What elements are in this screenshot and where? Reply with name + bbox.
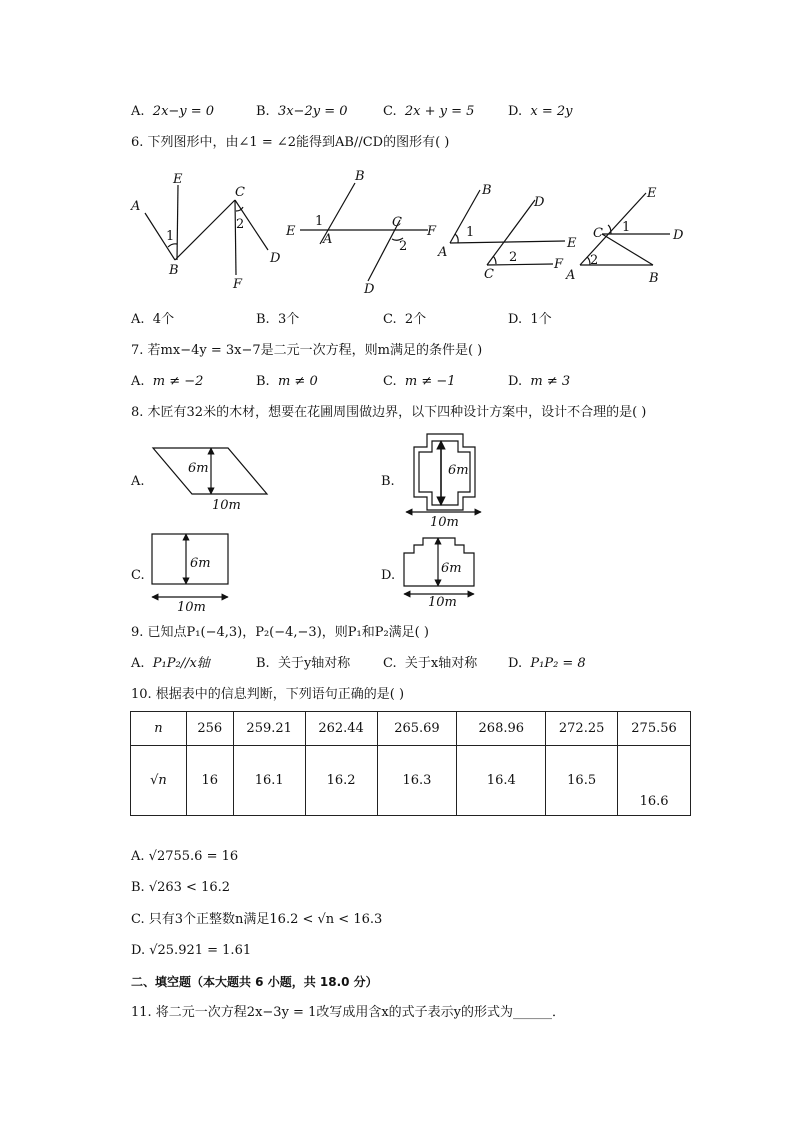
fig3-label-d: D — [534, 195, 545, 210]
table-cell: 16.4 — [457, 746, 546, 816]
q6-option-b: B. 3个 — [256, 312, 300, 327]
q6-option-d: D. 1个 — [508, 312, 552, 327]
fig3-label-a: A — [438, 245, 448, 260]
q8-label-b: B. — [381, 474, 395, 489]
q5-option-d: D. x = 2y — [508, 104, 573, 119]
table-cell: 16.2 — [305, 746, 377, 816]
fig1-label-a: A — [131, 199, 141, 214]
table-cell: 16.3 — [377, 746, 457, 816]
q8-label-d: D. — [381, 568, 396, 583]
fig4-angle-2: 2 — [590, 253, 599, 268]
q8b-width: 10m — [430, 515, 459, 530]
q8d-height: 6m — [441, 561, 462, 576]
fig4-label-b: B — [649, 271, 659, 286]
fig1-label-b: B — [169, 263, 179, 278]
q8c-width: 10m — [177, 600, 206, 615]
q5-option-b: B. 3x−2y = 0 — [256, 104, 348, 119]
table-cell: 268.96 — [457, 712, 546, 746]
table-cell: 259.21 — [233, 712, 305, 746]
table-cell: 16.1 — [233, 746, 305, 816]
fig4-label-c: C — [593, 226, 603, 241]
q8a-height: 6m — [188, 461, 209, 476]
fig3-label-e: E — [567, 236, 577, 251]
q6-option-a: A. 4个 — [131, 312, 175, 327]
q9-option-b: B. 关于y轴对称 — [256, 656, 351, 671]
fig1-label-f: F — [233, 277, 243, 292]
q10-option-c: C. 只有3个正整数n满足16.2 < √n < 16.3 — [131, 912, 383, 927]
fig1-label-d: D — [270, 251, 281, 266]
fig1-angle-1: 1 — [166, 229, 175, 244]
fig4-label-a: A — [566, 268, 576, 283]
fig2-angle-2: 2 — [399, 239, 408, 254]
q8a-width: 10m — [212, 498, 241, 513]
q7-option-b: B. m ≠ 0 — [256, 374, 318, 389]
fig2-label-d: D — [364, 282, 375, 297]
q8c-height: 6m — [190, 556, 211, 571]
q10-option-a: A. √2755.6 = 16 — [131, 849, 239, 864]
q10-stem: 10. 根据表中的信息判断，下列语句正确的是( ) — [131, 687, 405, 702]
q6-option-c: C. 2个 — [383, 312, 427, 327]
table-cell: 256 — [186, 712, 233, 746]
fig3-label-f: F — [554, 257, 564, 272]
fig1-angle-2: 2 — [236, 217, 245, 232]
table-cell: 265.69 — [377, 712, 457, 746]
fig4-angle-1: 1 — [622, 220, 631, 235]
table-cell: 262.44 — [305, 712, 377, 746]
table-cell: 272.25 — [546, 712, 618, 746]
q9-option-d: D. P₁P₂ = 8 — [508, 656, 586, 671]
fig3-angle-2: 2 — [509, 250, 518, 265]
section-title: 二、填空题（本大题共 6 小题，共 18.0 分） — [131, 975, 378, 989]
q8-stem: 8. 木匠有32米的木材，想要在花圃周围做边界，以下四种设计方案中，设计不合理的是( ) — [131, 405, 647, 420]
q11-stem: 11. 将二元一次方程2x−3y = 1改写成用含x的式子表示y的形式为______． — [131, 1005, 566, 1020]
table-cell: 16.6 — [618, 746, 691, 816]
table-cell: 16.5 — [546, 746, 618, 816]
fig3-label-b: B — [482, 183, 492, 198]
q7-option-a: A. m ≠ −2 — [131, 374, 204, 389]
fig4-label-d: D — [673, 228, 684, 243]
q8-label-a: A. — [131, 474, 145, 489]
q8b-height: 6m — [448, 463, 469, 478]
q8-label-c: C. — [131, 568, 145, 583]
q7-stem: 7. 若mx−4y = 3x−7是二元一次方程，则m满足的条件是( ) — [131, 343, 483, 358]
table-row — [131, 712, 691, 746]
q9-option-c: C. 关于x轴对称 — [383, 656, 478, 671]
table-row — [131, 746, 691, 816]
fig2-label-c: C — [392, 215, 402, 230]
q9-option-a: A. P₁P₂//x轴 — [131, 656, 210, 671]
q5-option-c: C. 2x + y = 5 — [383, 104, 475, 119]
fig2-label-e: E — [286, 224, 296, 239]
table-cell: 16 — [186, 746, 233, 816]
fig2-label-b: B — [355, 169, 365, 184]
q8d-width: 10m — [428, 595, 457, 610]
q7-option-c: C. m ≠ −1 — [383, 374, 456, 389]
fig1-label-c: C — [235, 185, 245, 200]
table-cell: 275.56 — [618, 712, 691, 746]
q7-option-d: D. m ≠ 3 — [508, 374, 571, 389]
q9-stem: 9. 已知点P₁(−4,3)，P₂(−4,−3)，则P₁和P₂满足( ) — [131, 625, 429, 640]
q10-option-d: D. √25.921 = 1.61 — [131, 943, 252, 958]
q10-option-b: B. √263 < 16.2 — [131, 880, 231, 895]
fig2-angle-1: 1 — [315, 214, 324, 229]
fig2-label-a: A — [323, 232, 333, 247]
table-header-n: n — [131, 712, 187, 746]
fig2-label-f: F — [427, 224, 437, 239]
q5-option-a: A. 2x−y = 0 — [131, 104, 215, 119]
fig1-label-e: E — [173, 172, 183, 187]
q6-stem: 6. 下列图形中，由∠1 = ∠2能得到AB//CD的图形有( ) — [131, 135, 450, 150]
fig4-label-e: E — [647, 186, 657, 201]
table-header-sqrt-n: √n — [131, 746, 187, 816]
fig3-label-c: C — [484, 267, 494, 282]
q10-table — [130, 711, 691, 816]
fig3-angle-1: 1 — [466, 225, 475, 240]
